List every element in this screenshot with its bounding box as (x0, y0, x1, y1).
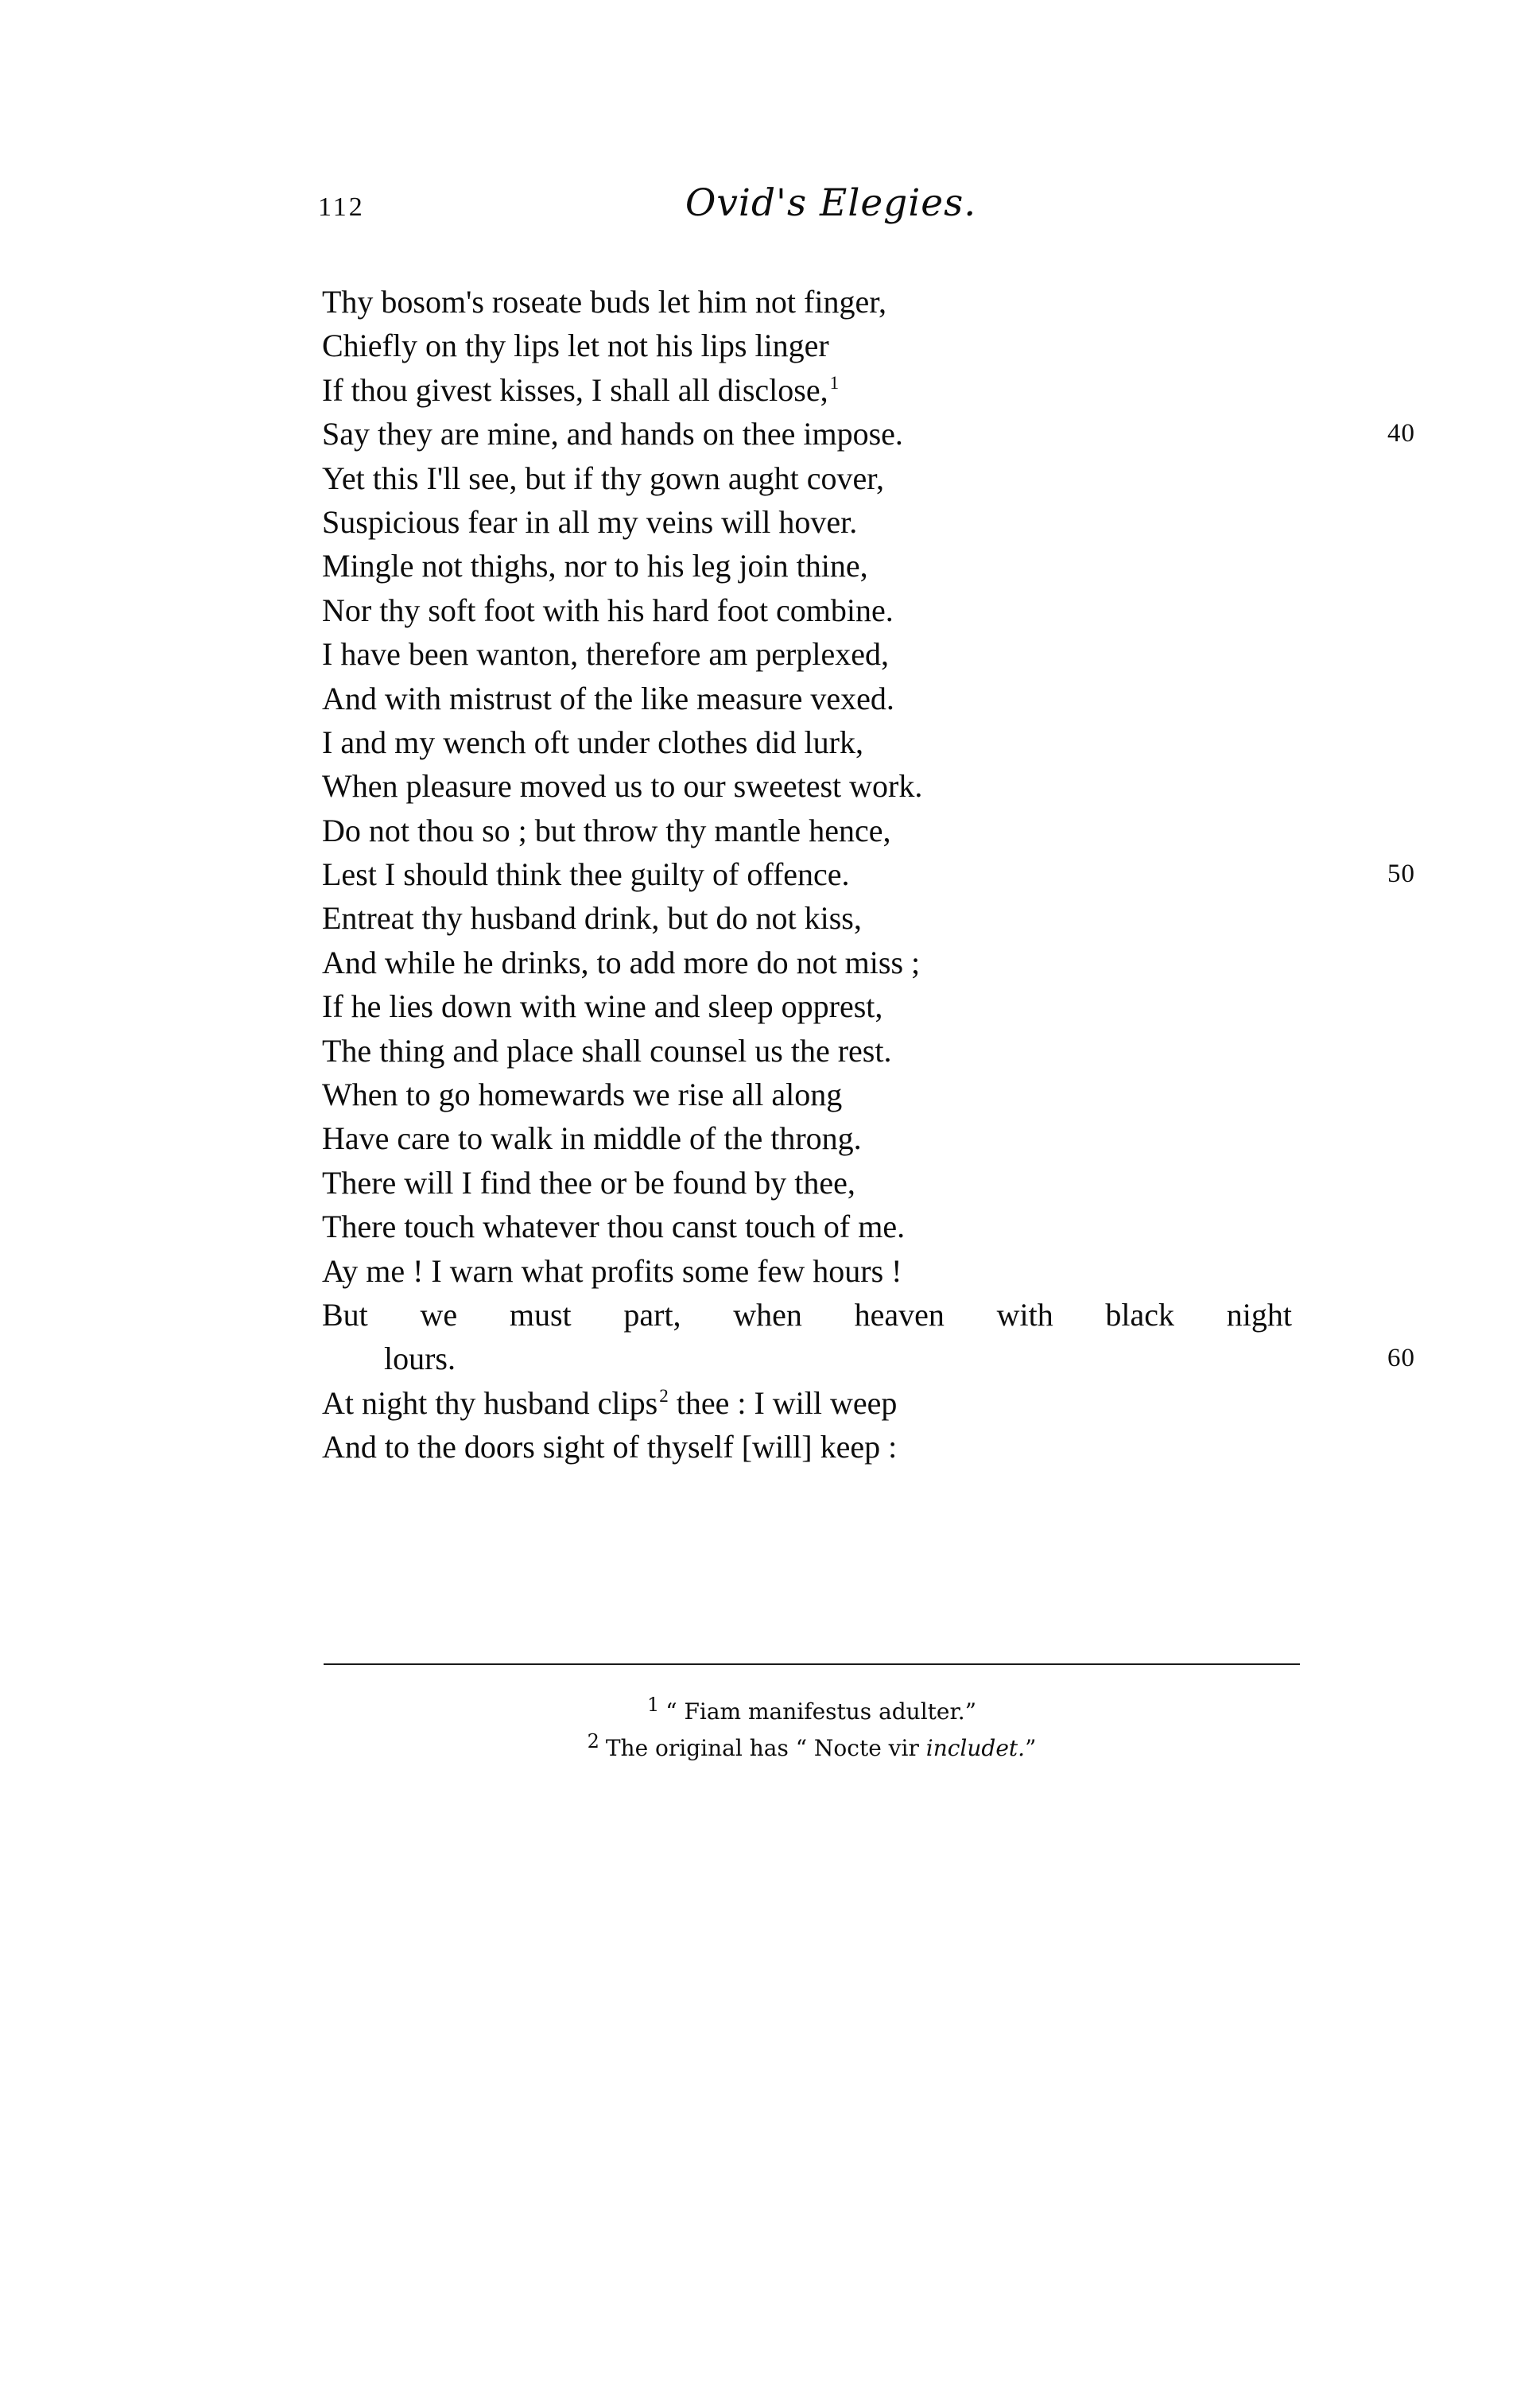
poem-line (322, 632, 1300, 676)
verse-line-number: 40 (1387, 419, 1415, 448)
poem-line (322, 1337, 1415, 1380)
poem-body (322, 280, 1415, 1469)
poem-line-text: Say they are mine, and hands on thee impose. (322, 416, 903, 452)
footnote-item (324, 1730, 1300, 1767)
footnote-marker: 2 (587, 1729, 599, 1752)
poem-line-text: Nor thy soft foot with his hard foot combine. (322, 592, 894, 628)
poem-line-text: Mingle not thighs, nor to his leg join thine, (322, 548, 868, 584)
poem-line-text: Entreat thy husband drink, but do not kiss, (322, 900, 862, 937)
poem-line (322, 809, 1300, 852)
poem-line-text: If he lies down with wine and sleep opprest, (322, 988, 883, 1025)
poem-line-text: At night thy husband clips (322, 1384, 658, 1421)
poem-line-text: And with mistrust of the like measure vexed. (322, 680, 894, 716)
footnote-divider (324, 1663, 1300, 1665)
footnote-text: The original has “ Nocte vir (605, 1735, 926, 1761)
poem-line (322, 941, 1300, 984)
page-folio-number: 112 (318, 192, 365, 222)
footnote-marker: 1 (646, 1693, 660, 1716)
footnote-text-tail: ” (1025, 1735, 1037, 1761)
poem-line (322, 1116, 1300, 1160)
poem-line (322, 368, 1300, 412)
poem-line-text: There will I find thee or be found by thee, (322, 1164, 855, 1201)
poem-line-text: And while he drinks, to add more do not miss ; (322, 944, 921, 980)
poem-line (322, 1425, 1300, 1469)
poem-line-text: Lest I should think thee guilty of offence. (322, 856, 850, 893)
poem-line-text: And to the doors sight of thyself [will] keep : (322, 1429, 898, 1465)
running-title: Ovid's Elegies. (685, 181, 977, 225)
poem-line-text: Ay me ! I warn what profits some few hours ! (322, 1252, 902, 1289)
poem-line-text: Yet this I'll see, but if thy gown aught cover, (322, 460, 885, 496)
poem-line-text: I and my wench oft under clothes did lurk, (322, 724, 863, 760)
poem-line-text: When pleasure moved us to our sweetest work. (322, 768, 923, 805)
poem-line-text-cont: thee : I will weep (668, 1384, 898, 1421)
poem-line (322, 1161, 1300, 1205)
poem-line-text: If thou givest kisses, I shall all disclose, (322, 371, 828, 408)
footnote-text-italic: includet. (925, 1735, 1026, 1761)
poem-line (322, 677, 1300, 720)
footnote-reference[interactable]: 1 (829, 373, 840, 394)
poem-line-text: Chiefly on thy lips let not his lips linger (322, 328, 829, 364)
poem-line (322, 1205, 1300, 1248)
poem-line (322, 984, 1300, 1028)
poem-line (322, 456, 1300, 500)
poem-line (322, 500, 1300, 544)
poem-line-text: There touch whatever thou canst touch of me. (322, 1209, 906, 1245)
footnote-reference[interactable]: 2 (659, 1386, 669, 1407)
poem-line-text: Have care to walk in middle of the throng. (322, 1120, 862, 1157)
poem-line (322, 588, 1300, 632)
poem-line-text: I have been wanton, therefore am perplexed, (322, 636, 889, 673)
poem-line (322, 1293, 1292, 1337)
poem-line-text: The thing and place shall counsel us the rest. (322, 1032, 892, 1069)
poem-line (322, 1073, 1300, 1116)
poem-line (322, 852, 1415, 896)
verse-line-number: 50 (1387, 860, 1415, 889)
footnote-block (324, 1694, 1300, 1767)
poem-line (322, 1029, 1300, 1073)
footnote-text: “ Fiam manifestus adulter.” (665, 1698, 977, 1725)
poem-line (322, 412, 1415, 456)
poem-line (322, 764, 1300, 808)
verse-line-number: 60 (1387, 1344, 1415, 1373)
poem-line (322, 720, 1300, 764)
poem-line-text: Suspicious fear in all my veins will hover. (322, 503, 858, 540)
poem-line (322, 280, 1300, 324)
poem-line-text: Thy bosom's roseate buds let him not finger, (322, 284, 886, 320)
page-header (318, 181, 1296, 229)
footnote-item (324, 1694, 1300, 1730)
poem-line (322, 896, 1300, 940)
poem-line (322, 324, 1300, 367)
poem-line-text: When to go homewards we rise all along (322, 1077, 843, 1113)
poem-line-text: lours. (384, 1341, 456, 1377)
poem-line (322, 544, 1300, 588)
poem-line (322, 1381, 1300, 1425)
poem-line-text: Do not thou so ; but throw thy mantle hence, (322, 812, 891, 848)
poem-line (322, 1249, 1300, 1293)
poem-line-text: But we must part, when heaven with black night (322, 1296, 1292, 1333)
